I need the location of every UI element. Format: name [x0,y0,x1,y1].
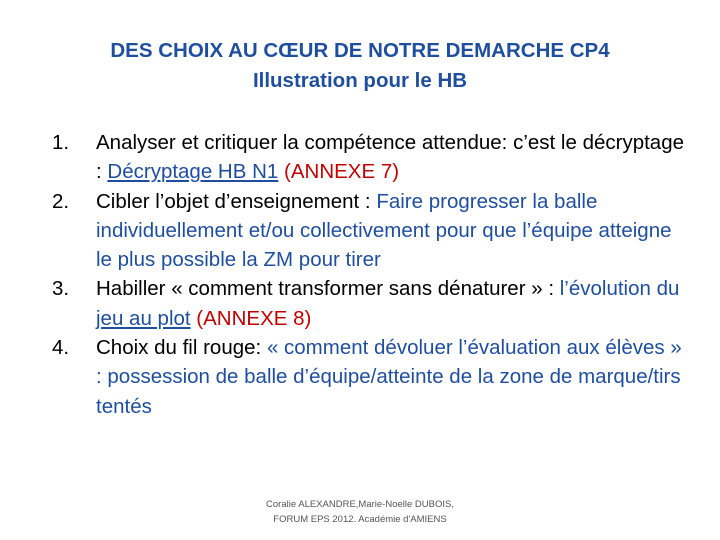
list-item-text: Habiller « comment transformer sans dénaturer » : [96,277,560,301]
footer-line-1: Coralie ALEXANDRE,Marie-Noelle DUBOIS, [266,499,454,510]
list-item-1 [52,128,692,187]
numbered-list [52,128,692,421]
list-number: 4. [52,336,70,360]
list-item-2 [52,187,692,275]
footer-line-2: FORUM EPS 2012. Académie d'AMIENS [273,514,447,525]
list-item-emphasis: Faire progresser la balle individuellement et/ou collectivement pour que l’équipe atteigne le plus possible la ZM pour tirer [96,189,672,272]
list-number: 3. [52,277,70,301]
annex-reference: (ANNEXE 8) [190,306,312,330]
slide-title-line-1: DES CHOIX AU CŒUR DE NOTRE DEMARCHE CP4 [110,39,610,62]
list-item-3 [52,274,692,333]
list-item-text: Choix du fil rouge: [96,336,267,360]
jeu-au-plot-link[interactable]: jeu au plot [96,306,191,330]
list-item-emphasis: « comment dévoluer l’évaluation aux élèves » : possession de balle d’équipe/atteinte de la zone de marque/tirs tentés [96,336,682,418]
list-item-emphasis: l’évolution du [559,277,680,301]
list-item-4 [52,333,692,421]
list-number: 2. [52,189,70,213]
annex-reference: (ANNEXE 7) [278,160,400,184]
decryptage-link[interactable]: Décryptage HB N1 [107,160,279,184]
list-item-text: Cibler l’objet d’enseignement : [96,189,377,213]
slide-title-line-2: Illustration pour le HB [252,69,468,92]
footer-credits [0,497,720,527]
list-item-text: Analyser et critiquer la compétence attendue: c’est le décryptage : [96,131,684,184]
list-number: 1. [52,131,70,154]
slide-title [0,36,720,96]
